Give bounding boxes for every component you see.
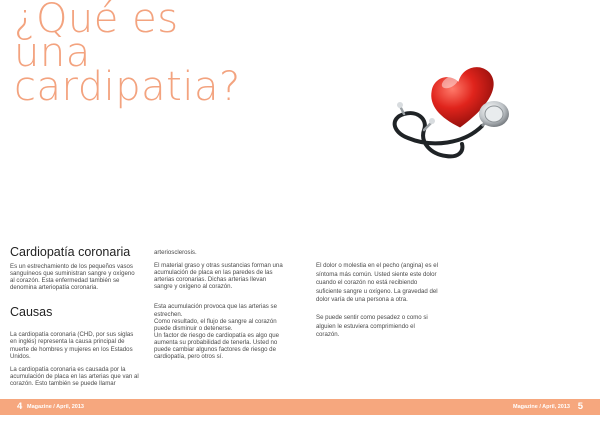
title-line-1: ¿Qué es (14, 0, 179, 42)
heart-with-stethoscope-icon (384, 48, 524, 166)
paragraph: arteriosclerosis. (154, 249, 197, 256)
column-3 (316, 262, 450, 346)
paragraph: Se puede sentir como pesadez o como si alguien le estuviera comprimiendo el corazón. (316, 313, 428, 339)
paragraph: La cardiopatía coronaria (CHD, por sus siglas en inglés) representa la causa principal de muerte de hombres y mujeres en los Estados Unidos. (10, 331, 134, 360)
title-line-3: cardipatia? (14, 64, 241, 110)
heading-cardiopatia-coronaria: Cardiopatía coronaria (10, 245, 131, 259)
footer-meta-left: Magazine / April, 2013 (27, 404, 84, 410)
heading-causas: Causas (10, 305, 53, 320)
page-number-left: 4 (17, 401, 23, 412)
paragraph: Es un estrechamiento de los pequeños vasos sanguíneos que suministran sangre y oxígeno al corazón. Esta enfermedad también se denomina arteriopatía coronaria. (10, 263, 135, 292)
paragraph: Esta acumulación provoca que las arterias se estrechen. Como resultado, el flujo de sangre al corazón puede disminuir o detenerse. Un factor de riesgo de cardiopatía es algo que aumenta su probabilidad de tenerla. Usted no puede cambiar algunos factores de riesgo de cardiopatía, pero otros sí. (154, 303, 280, 361)
footer-bar (0, 399, 600, 415)
page-title (14, 0, 314, 110)
title-line-2: una (14, 30, 91, 76)
paragraph: El dolor o molestia en el pecho (angina) es el síntoma más común. Usted siente este dolor cuando el corazón no está recibiendo suficiente sangre u oxígeno. La gravedad del dolor varía de una persona a otra. (316, 262, 438, 304)
column-2 (154, 249, 296, 366)
page-number-right: 5 (577, 401, 583, 412)
footer-meta-right: Magazine / April, 2013 (513, 404, 570, 410)
column-1 (10, 245, 150, 393)
paragraph: La cardiopatía coronaria es causada por la acumulación de placa en las arterias que van al corazón. Esto también se puede llamar (10, 365, 139, 387)
paragraph: El material graso y otras sustancias forman una acumulación de placa en las paredes de las arterias coronarias. Dichas arterias llevan sangre y oxígeno al corazón. (154, 262, 283, 291)
